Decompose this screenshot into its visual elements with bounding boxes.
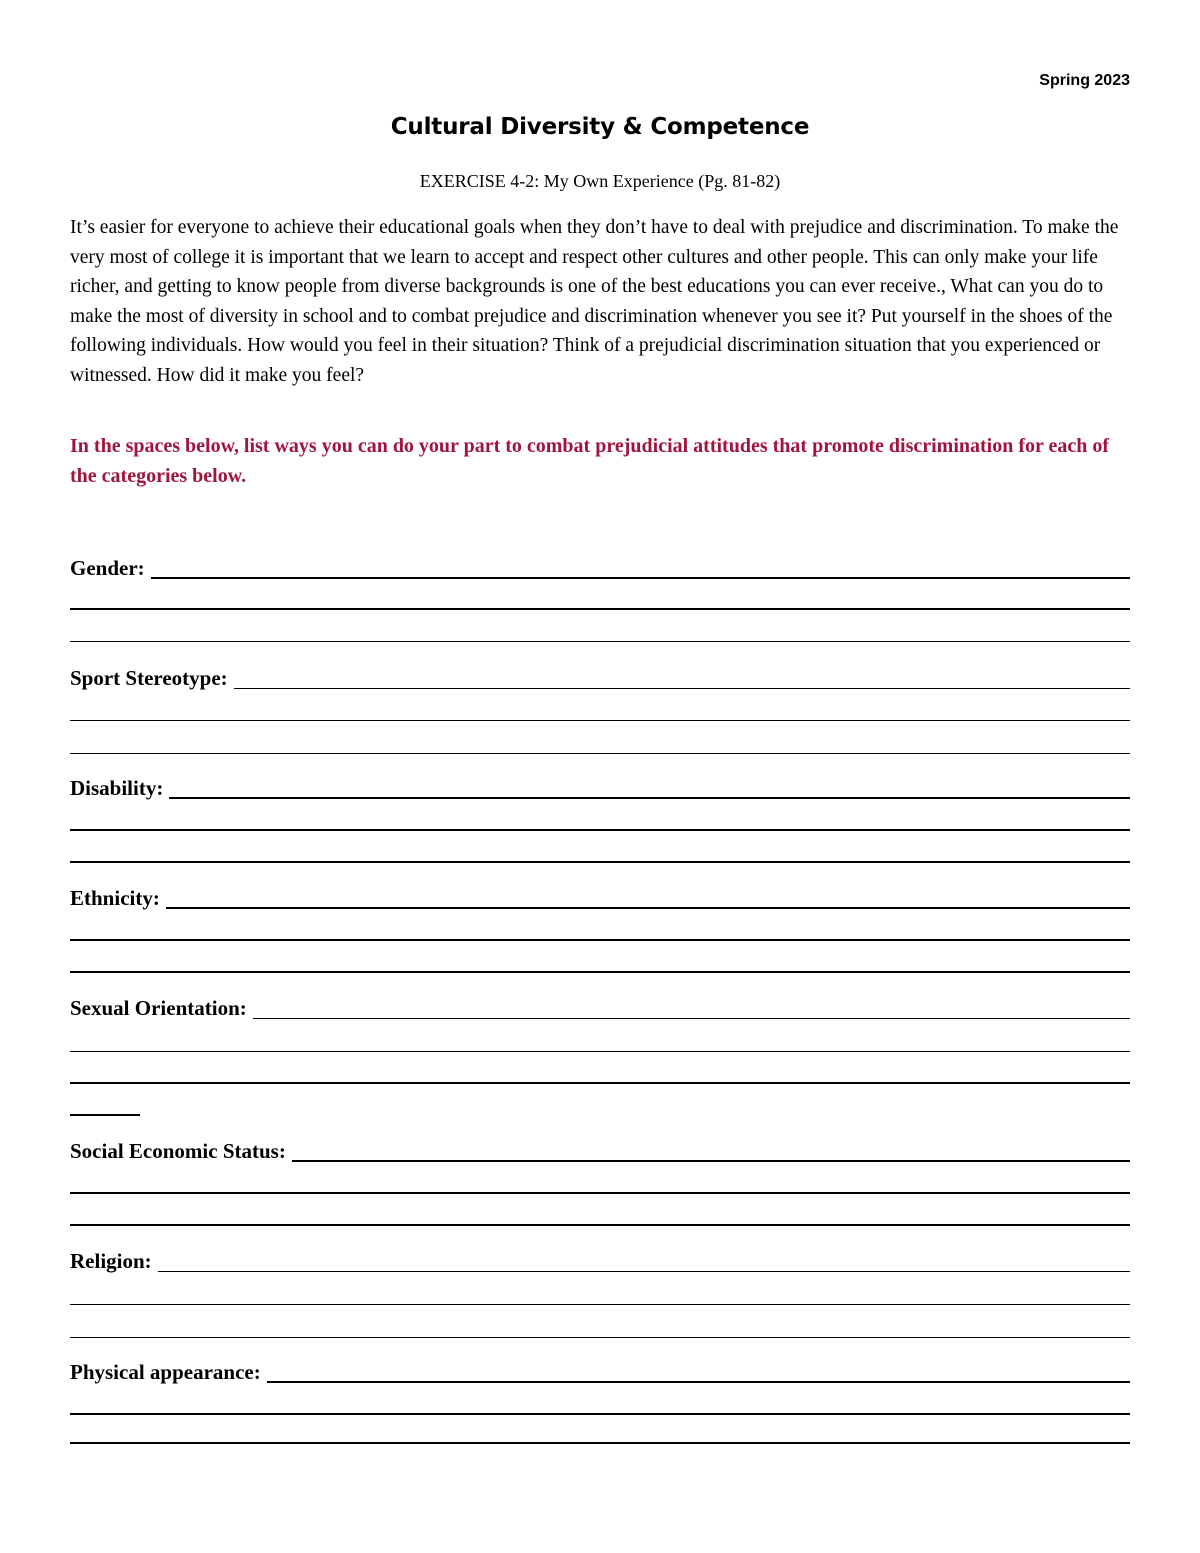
category-label: Disability: [70, 776, 164, 800]
answer-line[interactable] [70, 1304, 1130, 1305]
category-label: Social Economic Status: [70, 1139, 286, 1163]
answer-line[interactable] [70, 971, 1130, 973]
category-sexual-orientation [70, 992, 1130, 1116]
answer-line[interactable] [70, 1337, 1130, 1338]
answer-line[interactable] [151, 577, 1130, 579]
category-religion [70, 1245, 1130, 1338]
answer-line[interactable] [70, 1192, 1130, 1194]
category-label: Physical appearance: [70, 1360, 261, 1384]
category-label: Gender: [70, 556, 145, 580]
answer-line[interactable] [70, 608, 1130, 610]
answer-line[interactable] [267, 1381, 1130, 1383]
intro-paragraph: It’s easier for everyone to achieve their educational goals when they don’t have to deal with prejudice and discrimination. To make the very most of college it is important that we learn to accept and respect other cultures and other people. This can only make your life richer, and getting to know people from diverse backgrounds is one of the best educations you can ever receive., What can you do to make the most of diversity in school and to combat prejudice and discrimination whenever you see it? Put yourself in the shoes of the following individuals. How would you feel in their situation? Think of a prejudicial discrimination situation that you experienced or witnessed. How did it make you feel? [70, 217, 1119, 386]
answer-line[interactable] [70, 753, 1130, 754]
answer-line[interactable] [169, 797, 1130, 799]
answer-line[interactable] [292, 1160, 1130, 1162]
answer-line[interactable] [70, 861, 1130, 863]
category-gender [70, 552, 1130, 642]
answer-line[interactable] [70, 1051, 1130, 1052]
instruction-text: In the spaces below, list ways you can do your part to combat prejudicial attitudes that promote discrimination for each of the categories below. [70, 435, 1110, 487]
category-disability [70, 772, 1130, 863]
exercise-subtitle: EXERCISE 4-2: My Own Experience (Pg. 81-82) [419, 171, 781, 191]
answer-line[interactable] [234, 688, 1130, 689]
answer-line[interactable] [70, 1413, 1130, 1415]
category-label: Ethnicity: [70, 886, 160, 910]
answer-line[interactable] [166, 907, 1130, 909]
answer-line[interactable] [70, 720, 1130, 721]
answer-line[interactable] [70, 1442, 1130, 1444]
category-label: Sport Stereotype: [70, 666, 228, 690]
answer-line[interactable] [70, 939, 1130, 941]
answer-line[interactable] [158, 1271, 1130, 1272]
category-label: Religion: [70, 1249, 152, 1273]
answer-line[interactable] [253, 1018, 1130, 1019]
page-title: Cultural Diversity & Competence [390, 114, 810, 140]
category-social-economic-status [70, 1135, 1130, 1226]
term-label: Spring 2023 [1039, 72, 1130, 89]
answer-line[interactable] [70, 1082, 1130, 1084]
category-physical-appearance [70, 1356, 1130, 1444]
answer-line[interactable] [70, 641, 1130, 642]
category-sport-stereotype [70, 662, 1130, 754]
answer-line[interactable] [70, 1114, 140, 1116]
answer-line[interactable] [70, 829, 1130, 831]
category-ethnicity [70, 882, 1130, 973]
answer-line[interactable] [70, 1224, 1130, 1226]
category-label: Sexual Orientation: [70, 996, 247, 1020]
